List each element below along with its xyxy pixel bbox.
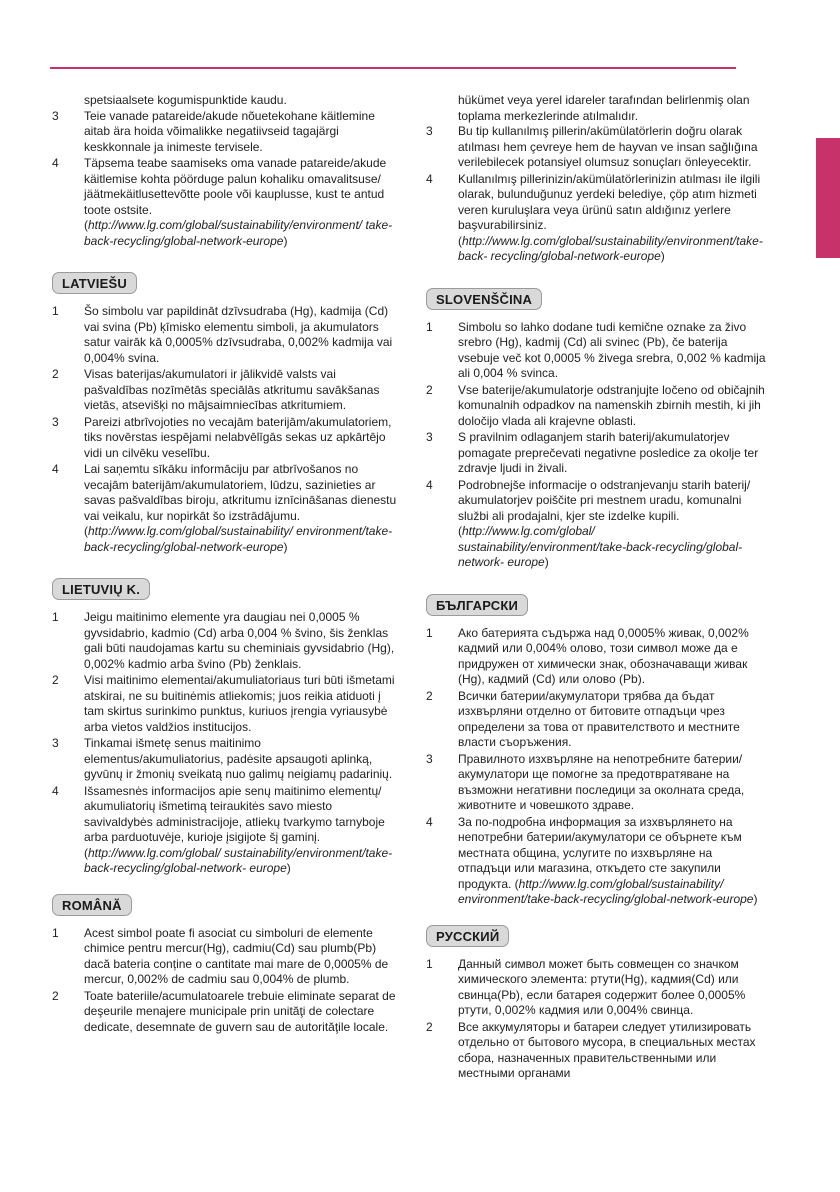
item-number: 3 xyxy=(52,736,59,750)
recycling-link[interactable]: http://www.lg.com/global/ sustainability/environment/take-back-recycling/global-network- europe xyxy=(84,845,393,875)
language-side-tab xyxy=(816,138,840,258)
recycling-link[interactable]: http://www.lg.com/global/ sustainability/environment/take-back-recycling/global-network- europe xyxy=(458,524,743,569)
recycling-link[interactable]: http://www.lg.com/global/sustainability/ environment/take-back-recycling/global-network-europe xyxy=(458,876,754,906)
list-item xyxy=(52,367,397,414)
recycling-link[interactable]: http://www.lg.com/global/sustainability/ environment/take-back-recycling/global-network-europe xyxy=(84,524,393,554)
section-title: ROMÂNĂ xyxy=(52,894,132,916)
item-text: Išsamesnės informacijos apie senų maitinimo elementų/ akumuliatorių išmetimą teiraukitės savo miesto savivaldybės administracijoje, atliekų tvarkymo tarnyboje arba parduotuvėje, kurioje įsigijote šį gaminį. (http://www.lg.com/global/ sustainability/environment/take-back-recycling/global-network- europe) xyxy=(84,783,393,875)
list-item xyxy=(426,752,766,814)
right-column xyxy=(426,93,766,1083)
item-number: 3 xyxy=(426,124,433,138)
turkish-continued xyxy=(426,93,766,265)
item-text: Kullanılmış pillerinizin/akümülatörlerinizin atılması ile ilgili olarak, bulunduğunuz yerdeki belediye, çöp atım hizmeti veren kuruluşlara veya ürünü satın aldığınız yerlere başvurabilirsiniz. (http://www.lg.com/global/sustainability/environment/take-back- recycling/global-network-europe) xyxy=(458,171,763,263)
list-item xyxy=(426,1020,766,1082)
list-item xyxy=(426,626,766,688)
item-number: 1 xyxy=(426,956,433,971)
item-number: 4 xyxy=(426,814,433,829)
list-item xyxy=(52,736,397,783)
section-title: LIETUVIŲ K. xyxy=(52,578,150,600)
recycling-link[interactable]: http://www.lg.com/global/sustainability/environment/take-back- recycling/global-network-europe xyxy=(458,233,763,263)
list-item xyxy=(426,957,766,1019)
item-number: 2 xyxy=(426,382,433,397)
item-number: 3 xyxy=(426,751,433,766)
section-lithuanian xyxy=(52,578,397,877)
list-item xyxy=(426,815,766,908)
item-number: 4 xyxy=(426,171,433,186)
item-number: 3 xyxy=(426,430,433,444)
section-slovenian xyxy=(426,288,766,571)
item-text: Правилното изхвърляне на непотребните батерии/ акумулатори ще помогне за предотвратяване на възможни негативни последици за околната среда, животните и човешкото здраве. xyxy=(458,751,745,812)
list-item xyxy=(52,156,397,249)
list-item xyxy=(426,478,766,571)
item-number: 2 xyxy=(426,1019,433,1034)
list-item xyxy=(52,304,397,366)
recycling-link[interactable]: http://www.lg.com/global/sustainability/environment/ take-back-recycling/global-network-europe xyxy=(84,218,393,248)
section-bulgarian xyxy=(426,594,766,908)
item-text: Šo simbolu var papildināt dzīvsudraba (Hg), kadmija (Cd) vai svina (Pb) ķīmisko elementu simboli, ja akumulators satur vairāk kā 0,0005% dzīvsudraba, 0,002% kadmija vai 0,004% svina. xyxy=(84,304,393,365)
item-text: Все аккумуляторы и батареи следует утилизировать отдельно от бытового мусора, в специальных местах сбора, назначенных правительственными или местными органами xyxy=(458,1019,756,1080)
item-text: Toate bateriile/acumulatoarele trebuie eliminate separat de deşeurile menajere municipale prin unităţi de colectare dedicate, desemnate de guvern sau de autorităţile locale. xyxy=(84,988,396,1034)
item-number: 3 xyxy=(52,414,59,429)
item-number: 1 xyxy=(52,304,59,318)
item-number: 1 xyxy=(426,625,433,640)
item-number: 4 xyxy=(426,477,433,492)
item-number: 2 xyxy=(52,673,59,687)
section-romanian xyxy=(52,894,397,1036)
list-item xyxy=(426,689,766,751)
item-text: Podrobnejše informacije o odstranjevanju starih baterij/ akumulatorjev poiščite pri mestnem uradu, komunalni službi ali prodajalni, kjer ste izdelke kupili. (http://www.lg.com/global/ sustainability/environment/take-back-recycling/global-network- europe) xyxy=(458,477,751,569)
item-text: Bu tip kullanılmış pillerin/akümülatörlerin doğru olarak atılması hem çevreye hem de hayvan ve insan sağlığına verilebilecek potansiyel olumsuz sonuçları önleyecektir. xyxy=(458,124,758,169)
item-text: Pareizi atbrīvojoties no vecajām baterijām/akumulatoriem, tiks novērstas iespējami nelabvēlīgās sekas uz apkārtējo vidi un cilvēku veselību. xyxy=(84,414,392,460)
section-title: БЪЛГАРСКИ xyxy=(426,594,528,616)
item-text: Всички батерии/акумулатори трябва да бъдат изхвърляни отделно от битовите отпадъци чрез определени за това от правителството и местните власти съоръжения. xyxy=(458,688,740,749)
item-text: Ако батерията съдържа над 0,0005% живак, 0,002% кадмий или 0,004% олово, този символ може да е придружен от химически знак, обозначаващи живак (Hg), кадмий (Cd) или олово (Pb). xyxy=(458,625,749,686)
list-item xyxy=(426,320,766,382)
list-item xyxy=(52,989,397,1036)
estonian-continued xyxy=(52,93,397,249)
item-number: 4 xyxy=(52,783,59,798)
item-text: Tinkamai išmetę senus maitinimo elementus/akumuliatorius, padėsite apsaugoti aplinką, gyvūnų ir žmonių sveikatą nuo galimų neigiamų padarinių. xyxy=(84,736,393,781)
section-title: SLOVENŠČINA xyxy=(426,288,542,310)
item-text: Simbolu so lahko dodane tudi kemične oznake za živo srebro (Hg), kadmij (Cd) ali svinec (Pb), če baterija vsebuje več kot 0,0005 % živega srebra, 0,002 % kadmija ali 0,004 % svinca. xyxy=(458,319,766,380)
list-item xyxy=(426,124,766,171)
item-text: Vse baterije/akumulatorje odstranjujte ločeno od običajnih komunalnih odpadkov na namenskih zbirnih mestih, ki jih določijo vlada ali krajevne oblasti. xyxy=(458,382,765,428)
item-number: 4 xyxy=(52,462,59,476)
continued-text: spetsiaalsete kogumispunktide kaudu. xyxy=(84,93,287,107)
list-item xyxy=(52,784,397,877)
list-item xyxy=(426,383,766,430)
continued-text: hükümet veya yerel idareler tarafından belirlenmiş olan toplama merkezlerinde atılmalıdır. xyxy=(458,93,750,123)
item-text: Visas baterijas/akumulatori ir jālikvidē valsts vai pašvaldības nozīmētās speciālās atkritumu savākšanas vietās, atsevišķi no mājsaimniecības atkritumiem. xyxy=(84,367,380,412)
section-title: РУССКИЙ xyxy=(426,925,509,947)
item-number: 1 xyxy=(52,610,59,624)
item-text: Teie vanade patareide/akude nõuetekohane käitlemine aitab ära hoida võimalikke negatiivseid tagajärgi keskkonnale ja inimeste tervisele. xyxy=(84,108,375,154)
item-number: 1 xyxy=(426,319,433,334)
item-text: Jeigu maitinimo elemente yra daugiau nei 0,0005 % gyvsidabrio, kadmio (Cd) arba 0,004 % švino, šis ženklas gali būti naudojamas kartu su cheminiais gyvsidabrio (Hg), 0,002% kadmio arba švino (Pb) ženklais. xyxy=(84,610,395,671)
item-number: 4 xyxy=(52,156,59,170)
list-item xyxy=(426,430,766,477)
list-item xyxy=(52,673,397,735)
item-text: Täpsema teabe saamiseks oma vanade patareide/akude käitlemise kohta pöörduge palun kohaliku omavalitsuse/ jäätmekäitlusettevõtte poole või kauplusse, kust te antud toote ostsite. (http://www.lg.com/global/sustainability/environment/ take-back-recycling/global-network-europe) xyxy=(84,156,393,248)
section-russian xyxy=(426,925,766,1082)
section-title: LATVIEŠU xyxy=(52,272,137,294)
list-item xyxy=(52,415,397,462)
header-rule xyxy=(50,67,736,69)
item-text: Lai saņemtu sīkāku informāciju par atbrīvošanos no vecajām baterijām/akumulatoriem, lūdzu, sazinieties ar savas pašvaldības biroju, atkritumu iznīcināšanas dienestu vai veikalu, kur nopirkāt šo izstrādājumu. (http://www.lg.com/global/sustainability/ environment/take-back-recycling/global-network-europe) xyxy=(84,462,397,554)
list-item xyxy=(52,462,397,555)
item-text: Visi maitinimo elementai/akumuliatoriaus turi būti išmetami atskirai, ne su buitinėmis atliekomis; juos reikia atiduoti į tam skirtus surinkimo punktus, kuriuos įrengia vyriausybė arba vietos valdžios institucijos. xyxy=(84,673,395,734)
section-latvian xyxy=(52,272,397,555)
item-text: Acest simbol poate fi asociat cu simboluri de elemente chimice pentru mercur(Hg), cadmiu(Cd) sau plumb(Pb) dacă bateria conține o cantitate mai mare de 0,0005% de mercur, 0,002% de cadmiu sau 0,004% de plumb. xyxy=(84,925,389,986)
item-number: 3 xyxy=(52,108,59,123)
list-item xyxy=(52,109,397,156)
item-number: 1 xyxy=(52,925,59,940)
list-item xyxy=(52,926,397,988)
item-number: 2 xyxy=(426,688,433,703)
list-item xyxy=(426,172,766,265)
item-text: Данный символ может быть совмещен со значком химического элемента: ртути(Hg), кадмия(Cd) или свинца(Pb), если батарея содержит более 0,0005% ртути, 0,002% кадмия или 0,004% свинца. xyxy=(458,956,746,1017)
item-text: За по-подробна информация за изхвърлянето на непотребни батерии/акумулатори се обърнете към местната община, услугите по изхвърляне на отпадъци или магазина, откъдето сте закупили продукта. (http://www.lg.com/global/sustainability/ environment/take-back-recycling/global-network-europe) xyxy=(458,814,758,906)
item-text: S pravilnim odlaganjem starih baterij/akumulatorjev pomagate preprečevati negativne posledice za okolje ter zdravje ljudi in živali. xyxy=(458,430,759,475)
item-number: 2 xyxy=(52,367,59,381)
list-item xyxy=(52,610,397,672)
item-number: 2 xyxy=(52,988,59,1003)
left-column xyxy=(52,93,397,1036)
